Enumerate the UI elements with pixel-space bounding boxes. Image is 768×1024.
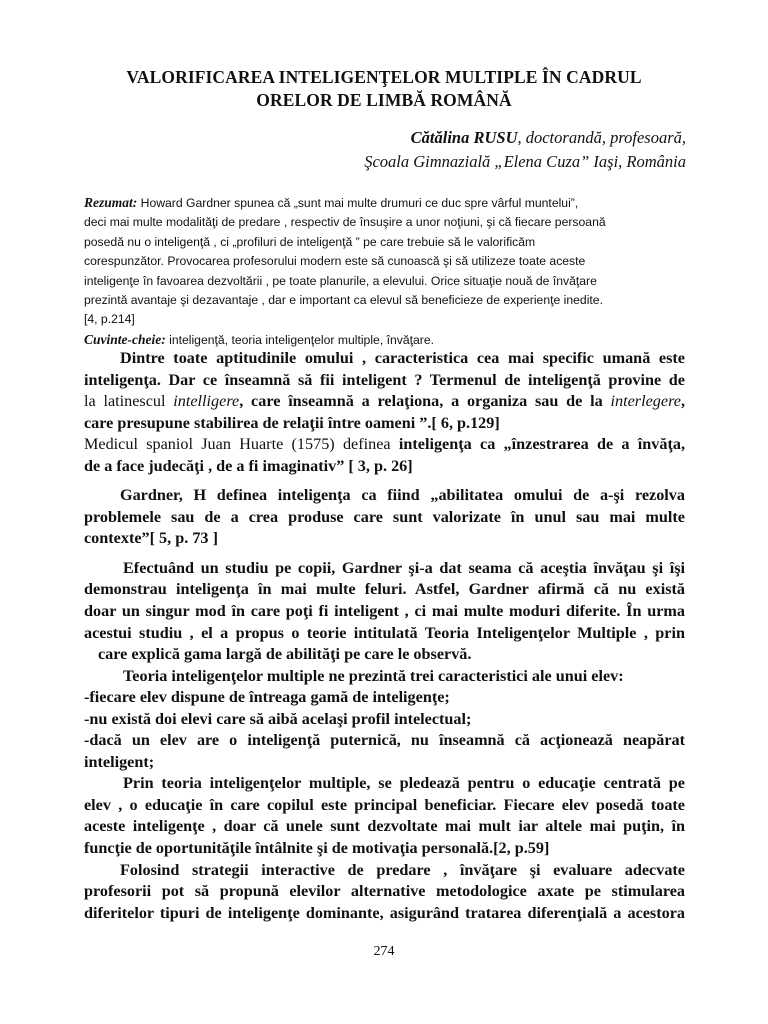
author-role: , doctorandă, profesoară, — [517, 128, 686, 147]
author-name: Cătălina RUSU — [410, 128, 518, 147]
paragraph-line: acestui studiu , el a propus o teorie intitulată Teoria Inteligenţelor Multiple , prin — [84, 623, 685, 642]
paragraph-line: demonstrau inteligenţa în mai multe feluri. Astfel, Gardner afirmă că nu există — [84, 580, 685, 599]
title-line-2: ORELOR DE LIMBĂ ROMÂNĂ — [256, 90, 512, 110]
paragraph-line: Dintre toate aptitudinile omului , caracteristica cea mai specific umană este — [120, 349, 685, 367]
page-number: 274 — [373, 944, 395, 959]
list-item-continuation: inteligent; — [84, 752, 155, 771]
paragraph-line: diferitelor tipuri de inteligenţe dominante, asigurând tratarea diferenţială a acestora — [84, 903, 685, 922]
paragraph-line: care presupune stabilirea de relaţii între oameni ”.[ 6, p.129] — [84, 413, 500, 432]
text-span: inteligenţa ca „înzestrarea de a învăţa, — [398, 435, 685, 454]
text-span: la latinescul — [84, 392, 174, 411]
text-span: , — [680, 392, 685, 411]
keywords-text: inteligenţă, teoria inteligenţelor multiple, învăţare. — [165, 332, 435, 347]
abstract-line: posedă nu o inteligenţă , ci „profiluri de inteligenţă ” pe care trebuie să le valorificăm — [84, 234, 536, 249]
paragraph-line: de a face judecăţi , de a fi imaginativ” [ 3, p. 26] — [84, 456, 413, 475]
paragraph-line: inteligenţa. Dar ce înseamnă să fii inteligent ? Termenul de inteligenţă provine de — [84, 370, 685, 389]
paragraph-line: profesorii pot să propună elevilor alternative metodologice axate pe stimularea — [84, 882, 685, 901]
abstract — [84, 193, 684, 350]
paragraph-line: problemele sau de a crea produse care sunt valorizate în unul sau mai multe — [84, 507, 685, 526]
paragraph-line: Prin teoria inteligenţelor multiple, se pledează pentru o educaţie centrată pe — [123, 774, 685, 793]
latin-term: intelligere — [173, 392, 240, 411]
text-span: Medicul spaniol Juan Huarte (1575) definea — [84, 435, 399, 454]
paragraph-line: Teoria inteligenţelor multiple ne prezintă trei caracteristici ale unui elev: — [123, 666, 624, 685]
abstract-line: inteligenţe în favoarea dezvoltării , pe toate planurile, a elevului. Orice situaţie nouă de învăţare — [84, 273, 597, 288]
paragraph-line: Folosind strategii interactive de predare , învăţare şi evaluare adecvate — [120, 860, 685, 879]
paragraph-line: elev , o educaţie în care copilul este principal beneficiar. Fiecare elev posedă toate — [84, 795, 685, 814]
abstract-line: prezintă avantaje şi dezavantaje , dar e important ca elevul să beneficieze de experienţe inedite. — [84, 293, 603, 308]
author-affiliation: Şcoala Gimnazială „Elena Cuza” Iaşi, România — [364, 152, 686, 171]
article-body — [84, 348, 685, 924]
list-item: -nu există doi elevi care să aibă acelaşi profil intelectual; — [84, 709, 472, 728]
abstract-line — [84, 193, 684, 213]
abstract-line: deci mai multe modalităţi de predare , respectiv de însuşire a unor noţiuni, şi că fiecare persoană — [84, 215, 606, 230]
paragraph-line: contexte”[ 5, p. 73 ] — [84, 529, 218, 548]
paragraph-line: aceste inteligenţe , doar că unele sunt dezvoltate mai mult iar altele mai puţin, în — [84, 817, 685, 836]
list-item: -fiecare elev dispune de întreaga gamă de inteligenţe; — [84, 688, 450, 707]
paragraph-line: Gardner, H definea inteligenţa ca fiind „abilitatea omului de a-şi rezolva — [120, 486, 685, 505]
keywords-label: Cuvinte-cheie: — [84, 331, 166, 347]
paragraph-line — [84, 434, 685, 456]
abstract-line: corespunzător. Provocarea profesorului modern este să cunoască şi să utilizeze toate aceste — [84, 254, 586, 269]
title-line-1: VALORIFICAREA INTELIGENŢELOR MULTIPLE ÎN CADRUL — [126, 67, 642, 87]
abstract-label: Rezumat: — [84, 195, 138, 210]
author-line — [364, 126, 686, 150]
paragraph-line: Efectuând un studiu pe copii, Gardner şi-a dat seama că aceştia învăţau şi îşi — [123, 558, 685, 577]
article-title — [84, 66, 684, 112]
paragraph-line: doar un singur mod în care poţi fi inteligent , ci mai multe moduri diferite. În urma — [84, 602, 685, 621]
abstract-text: Howard Gardner spunea că „sunt mai multe drumuri ce duc spre vârful muntelui”, — [137, 196, 579, 210]
paragraph-line: funcţie de oportunităţile întâlnite şi de motivaţia personală.[2, p.59] — [84, 839, 550, 858]
text-span: , care înseamnă a relaţiona, a organiza sau de la — [239, 392, 611, 411]
author-block — [364, 126, 686, 174]
paragraph-line — [84, 391, 685, 413]
abstract-line: [4, p.214] — [84, 312, 135, 327]
list-item: -dacă un elev are o inteligenţă puternică, nu înseamnă că acţionează neapărat — [84, 731, 685, 750]
paragraph-line: care explică gama largă de abilităţi pe care le observă. — [98, 645, 472, 664]
latin-term: interlegere — [610, 392, 681, 411]
